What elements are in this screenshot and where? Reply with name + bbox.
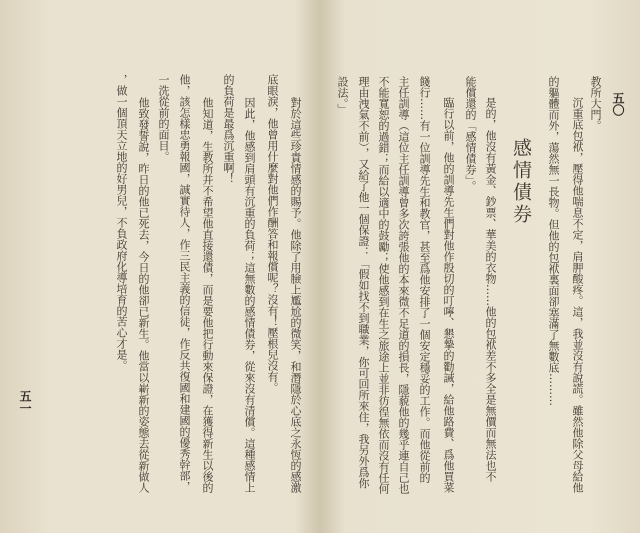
page-number: 五一 xyxy=(18,390,32,414)
text-column: 對於這些珍貴情感的賜予。他除了用臉上尷尬的微笑，和潛隱於心底之永恆的感激 xyxy=(289,97,302,493)
text-column: 一洗從前的面目。 xyxy=(157,74,170,162)
text-column: 能償還的「感情債券」。 xyxy=(464,76,477,192)
text-column: 臨行以前，他的訓導先生們對他作殷切的叮嚀、懇摯的勸誡，給他路費、爲他買菜 xyxy=(442,97,455,493)
text-column: 他，該怎樣忠勇報國，誠實待人，作三民主義的信徒，作反共復國和建國的優秀幹部， xyxy=(178,74,191,492)
text-column: 的軀體而外，蕩然無一長物。但他的包袱裏面卻塞滿了無數底……… xyxy=(547,76,560,406)
page-number: 五〇 xyxy=(611,92,625,116)
text-column: 主任訓導（這位主任訓導曾多次誇張他的本來微不足道的損長，隱藐他的幾乎連自己也 xyxy=(397,76,410,494)
section-title: 感情債券 xyxy=(510,138,532,226)
text-column: 的負荷是最爲沉重啊！ xyxy=(222,74,235,184)
text-column: 教所大門。 xyxy=(589,76,602,131)
text-column: 不能寬恕的過錯；而給以適中的鼓勵；使他感到在生之旅途上並非彷徨無依而沒有任何 xyxy=(377,76,390,494)
text-column: 餞行……有一位訓導先生和教官，甚至爲他安排了一個安定穩妥的工作。而他從前的 xyxy=(418,76,431,483)
text-column: 理由洩氣不前），又給了他一個保證：「假如找不到職業，你可回所來住，我另外爲你 xyxy=(357,76,370,489)
text-column: ，做一個頂天立地的好男兒，不負政府化導培育的苦心才是。 xyxy=(115,74,128,371)
text-column: 他知道，生教所并不希望他直接還債，而是要他把行動來保證，在獲得新生以後的 xyxy=(201,97,214,493)
text-column: 沉重底包袱，壓得他喘息不定，肩胛酸疼。這，我並沒有說謊。雖然他除父母給他 xyxy=(571,97,584,493)
text-column: 底眼淚，他曾用什麼對他們作酬答和報償呢？沒有！壓根兒沒有。 xyxy=(266,74,279,393)
text-column: 是的，他沒有黃金、鈔票、華美的衣物……他的包袱差不多全是無價而無法也不 xyxy=(484,97,497,482)
text-column: 他致發誓說，昨日的他已死去，今日的他卻已新生。他當以嶄新的姿態去從新做人 xyxy=(137,97,150,493)
text-column: 設法。」 xyxy=(336,76,349,115)
text-column: 因此，他感到肩頭有沉重的負荷；這無數的感情債券，從來沒有清償。這種感情上 xyxy=(243,97,256,493)
right-page xyxy=(322,0,640,533)
